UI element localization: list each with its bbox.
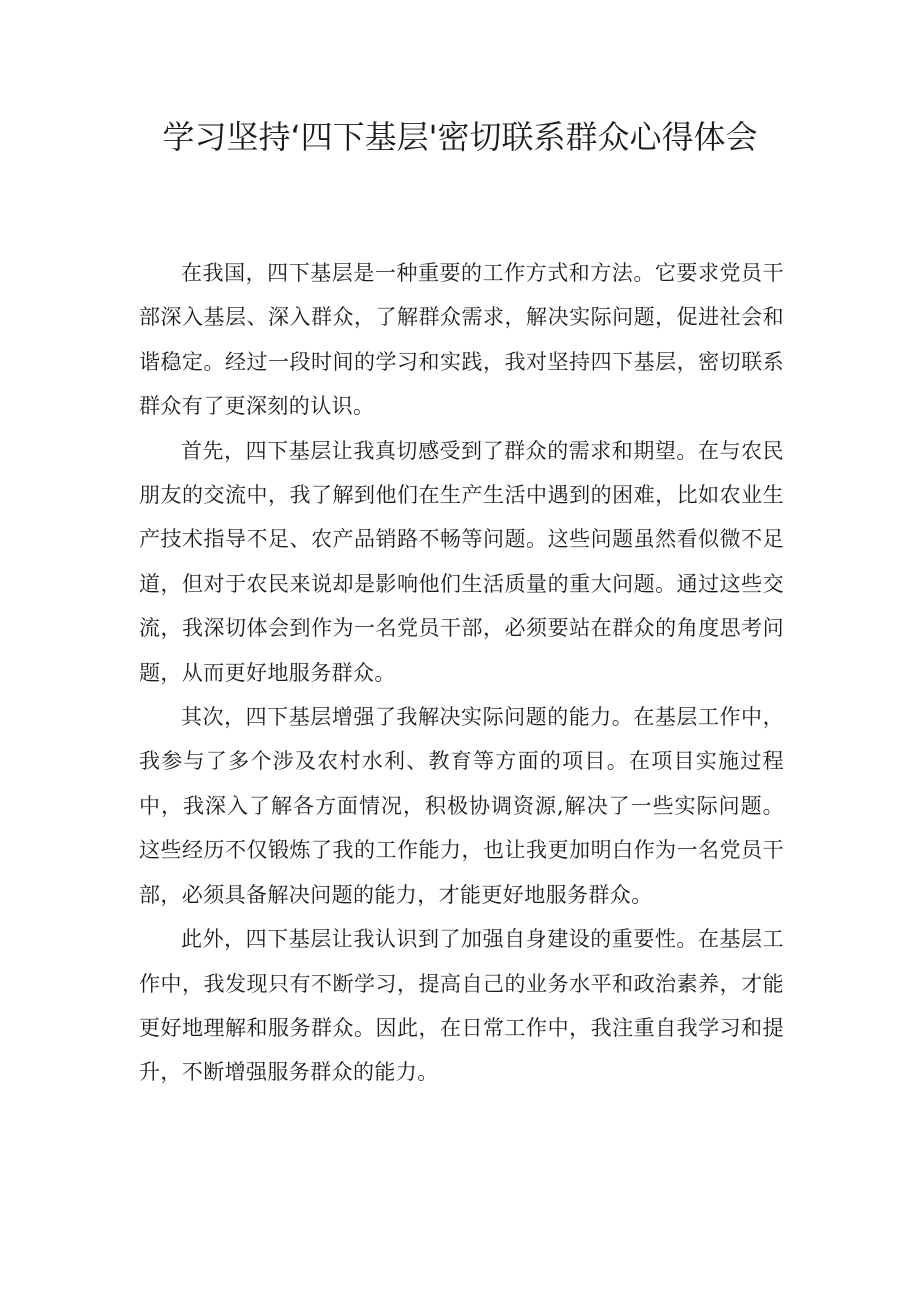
paragraph-intro: 在我国，四下基层是一种重要的工作方式和方法。它要求党员干部深入基层、深入群众，了解群众需求，解决实际问题，促进社会和谐稳定。经过一段时间的学习和实践，我对坚持四下基层，密切联系群众有了更深刻的认识。 (139, 261, 784, 419)
document-title: 学习坚持‘四下基层'密切联系群众心得体会 (162, 118, 758, 156)
paragraph-second: 其次，四下基层增强了我解决实际问题的能力。在基层工作中，我参与了多个涉及农村水利、教育等方面的项目。在项目实施过程中，我深入了解各方面情况，积极协调资源,解决了一些实际问题。这些经历不仅锻炼了我的工作能力，也让我更加明白作为一名党员干部，必须具备解决问题的能力，才能更好地服务群众。 (139, 705, 784, 907)
paragraph-first: 首先，四下基层让我真切感受到了群众的需求和期望。在与农民朋友的交流中，我了解到他们在生产生活中遇到的困难，比如农业生产技术指导不足、农产品销路不畅等问题。这些问题虽然看似微不足道，但对于农民来说却是影响他们生活质量的重大问题。通过这些交流，我深切体会到作为一名党员干部，必须要站在群众的角度思考问题，从而更好地服务群众。 (139, 438, 784, 685)
paragraph-additionally: 此外，四下基层让我认识到了加强自身建设的重要性。在基层工作中，我发现只有不断学习，提高自己的业务水平和政治素养，才能更好地理解和服务群众。因此，在日常工作中，我注重自我学习和提升，不断增强服务群众的能力。 (139, 927, 784, 1085)
document-body (139, 251, 784, 1095)
